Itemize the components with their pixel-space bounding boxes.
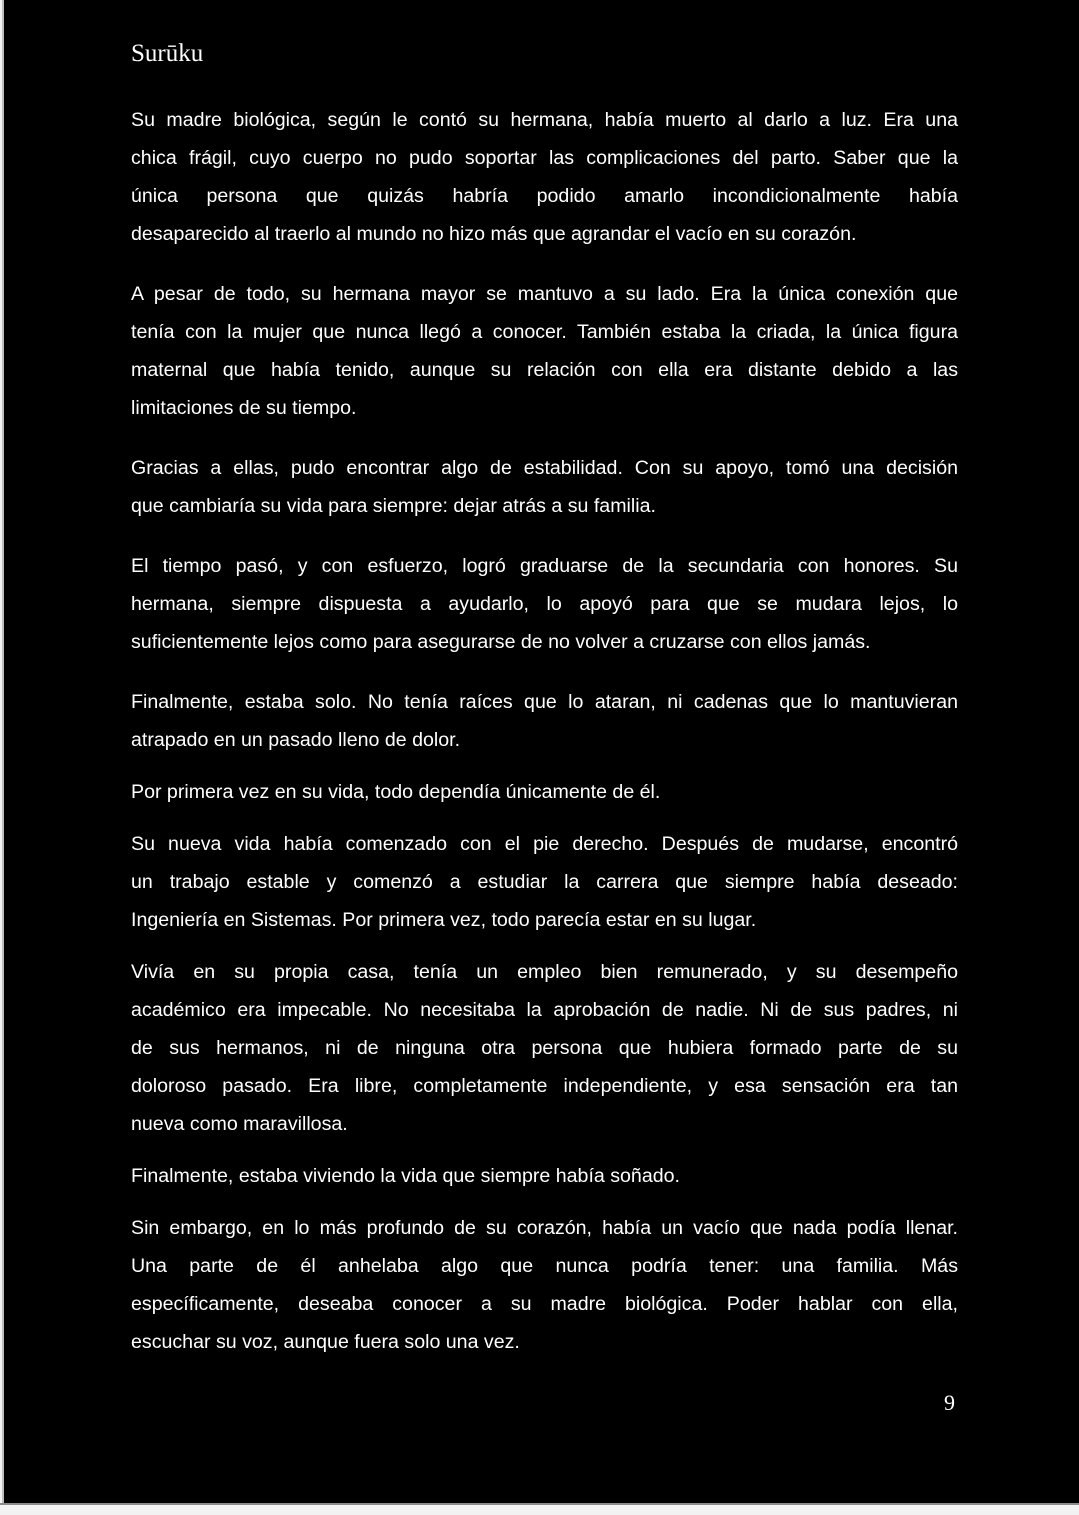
text-line: específicamente, deseaba conocer a su madre biológica. Poder hablar con ella, (131, 1293, 958, 1315)
text-line: atrapado en un pasado lleno de dolor. (131, 729, 461, 751)
text-line: Ingeniería en Sistemas. Por primera vez, todo parecía estar en su lugar. (131, 909, 757, 931)
text-line: Por primera vez en su vida, todo dependía únicamente de él. (131, 781, 661, 803)
paragraph (131, 825, 958, 939)
document-page (2, 0, 1079, 1503)
text-line: desaparecido al traerlo al mundo no hizo más que agrandar el vacío en su corazón. (131, 223, 857, 245)
paragraph (131, 953, 958, 1143)
text-line: única persona que quizás habría podido amarlo incondicionalmente había (131, 185, 958, 207)
text-line: Su madre biológica, según le contó su hermana, había muerto al darlo a luz. Era una (131, 109, 958, 131)
text-line: A pesar de todo, su hermana mayor se mantuvo a su lado. Era la única conexión que (131, 283, 958, 305)
text-line: académico era impecable. No necesitaba la aprobación de nadie. Ni de sus padres, ni (131, 999, 958, 1021)
text-line: Vivía en su propia casa, tenía un empleo bien remunerado, y su desempeño (131, 961, 958, 983)
text-line: hermana, siempre dispuesta a ayudarlo, lo apoyó para que se mudara lejos, lo (131, 593, 958, 615)
text-line: chica frágil, cuyo cuerpo no pudo soportar las complicaciones del parto. Saber que la (131, 147, 958, 169)
text-line: suficientemente lejos como para asegurarse de no volver a cruzarse con ellos jamás. (131, 631, 871, 653)
paragraph (131, 449, 958, 525)
text-line: que cambiaría su vida para siempre: dejar atrás a su familia. (131, 495, 656, 517)
text-line: nueva como maravillosa. (131, 1113, 348, 1135)
text-line: doloroso pasado. Era libre, completamente independiente, y esa sensación era tan (131, 1075, 958, 1097)
text-line: maternal que había tenido, aunque su relación con ella era distante debido a las (131, 359, 958, 381)
text-line: un trabajo estable y comenzó a estudiar la carrera que siempre había deseado: (131, 871, 958, 893)
text-line: tenía con la mujer que nunca llegó a conocer. También estaba la criada, la única figura (131, 321, 958, 343)
text-line: de sus hermanos, ni de ninguna otra persona que hubiera formado parte de su (131, 1037, 958, 1059)
page-bottom-edge (0, 1503, 1079, 1505)
text-line: Finalmente, estaba viviendo la vida que siempre había soñado. (131, 1165, 680, 1187)
text-line: Gracias a ellas, pudo encontrar algo de estabilidad. Con su apoyo, tomó una decisión (131, 457, 958, 479)
text-line: Finalmente, estaba solo. No tenía raíces que lo ataran, ni cadenas que lo mantuvieran (131, 691, 958, 713)
paragraph (131, 1157, 958, 1195)
paragraph (131, 1209, 958, 1361)
text-line: escuchar su voz, aunque fuera solo una vez. (131, 1331, 520, 1353)
paragraph (131, 101, 958, 253)
paragraph (131, 547, 958, 661)
page-body-text (131, 101, 958, 1361)
text-line: Su nueva vida había comenzado con el pie derecho. Después de mudarse, encontró (131, 833, 958, 855)
page-number: 9 (944, 1390, 955, 1415)
text-line: Sin embargo, en lo más profundo de su corazón, había un vacío que nada podía llenar. (131, 1217, 958, 1239)
text-line: El tiempo pasó, y con esfuerzo, logró graduarse de la secundaria con honores. Su (131, 555, 958, 577)
text-line: Una parte de él anhelaba algo que nunca podría tener: una familia. Más (131, 1255, 958, 1277)
paragraph (131, 773, 958, 811)
paragraph (131, 275, 958, 427)
paragraph (131, 683, 958, 759)
running-header-title: Surūku (131, 40, 204, 67)
text-line: limitaciones de su tiempo. (131, 397, 357, 419)
